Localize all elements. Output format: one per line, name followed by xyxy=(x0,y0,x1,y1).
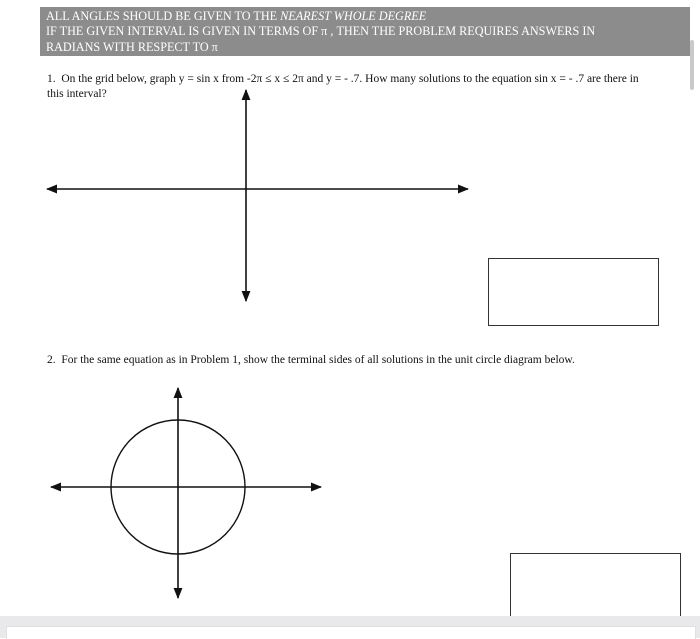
problem-2-text: For the same equation as in Problem 1, show the terminal sides of all solutions in the unit circle diagram below. xyxy=(61,354,575,366)
scrollbar-thumb[interactable] xyxy=(690,40,694,90)
banner-line-2: IF THE GIVEN INTERVAL IS GIVEN IN TERMS OF π , THEN THE PROBLEM REQUIRES ANSWERS IN xyxy=(46,24,596,39)
problem-1-axes xyxy=(47,90,468,301)
unit-circle-diagram xyxy=(51,388,321,598)
problem-2-number: 2. xyxy=(47,354,56,366)
banner-emphasis: NEAREST WHOLE DEGREE xyxy=(280,9,427,23)
problem-1-text: On the grid below, graph y = sin x from -2π ≤ x ≤ 2π and y = - .7. How many solutions to the equation sin x = - .7 are there in this interval? xyxy=(47,73,639,100)
problem-2-answer-box[interactable] xyxy=(510,553,681,624)
problem-2 xyxy=(47,353,667,368)
banner-line-1: ALL ANGLES SHOULD BE GIVEN TO THE NEAREST WHOLE DEGREE xyxy=(46,9,427,23)
problem-1-answer-box[interactable] xyxy=(488,258,659,326)
next-page-edge xyxy=(0,616,700,638)
problem-1-number: 1. xyxy=(47,73,56,85)
next-page-sheet xyxy=(6,626,696,639)
banner-line-3: RADIANS WITH RESPECT TO π xyxy=(46,39,218,54)
